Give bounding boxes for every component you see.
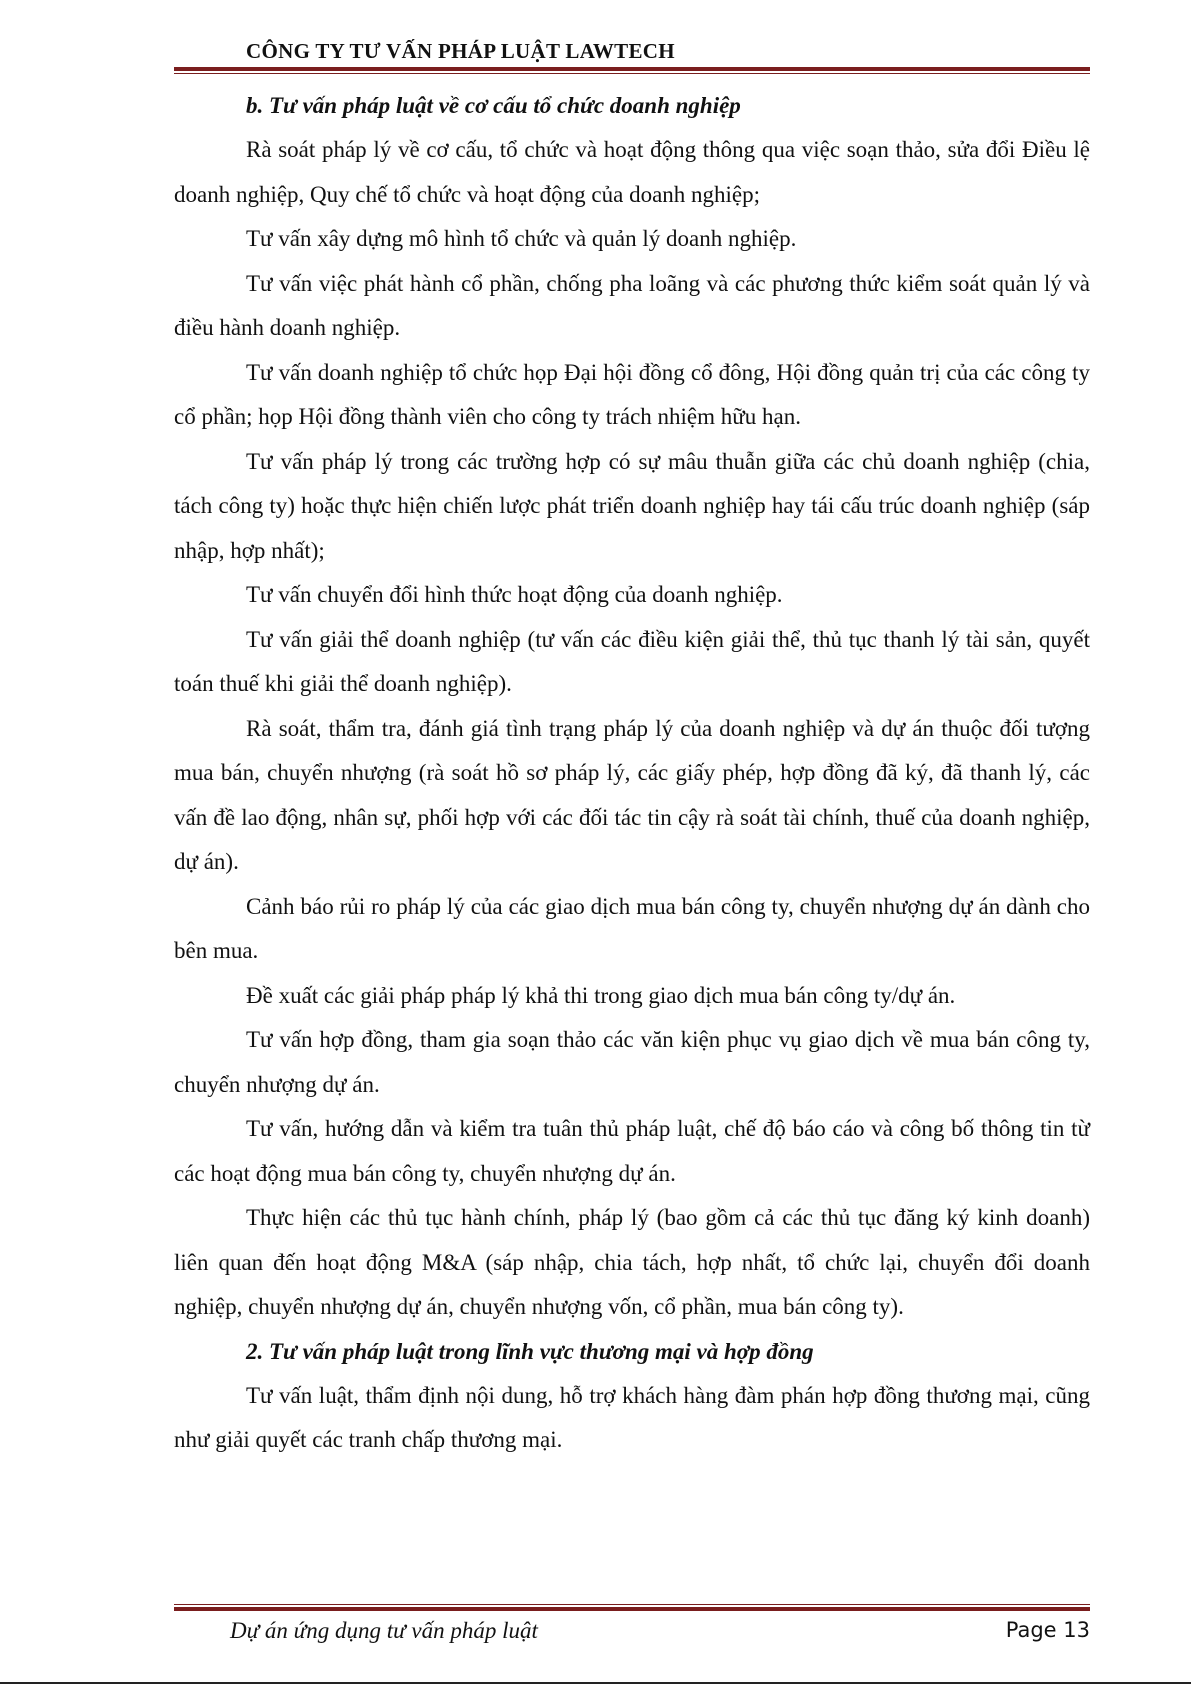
company-name: CÔNG TY TƯ VẤN PHÁP LUẬT LAWTECH — [246, 39, 675, 63]
paragraph: Rà soát pháp lý về cơ cấu, tổ chức và hoạt động thông qua việc soạn thảo, sửa đổi Điều lệ doanh nghiệp, Quy chế tổ chức và hoạt động của doanh nghiệp; — [174, 137, 1090, 207]
paragraph: Tư vấn hợp đồng, tham gia soạn thảo các văn kiện phục vụ giao dịch về mua bán công ty, chuyển nhượng dự án. — [174, 1027, 1090, 1097]
paragraph: Đề xuất các giải pháp pháp lý khả thi trong giao dịch mua bán công ty/dự án. — [246, 982, 956, 1008]
paragraph: Cảnh báo rủi ro pháp lý của các giao dịch mua bán công ty, chuyển nhượng dự án dành cho bên mua. — [174, 893, 1090, 963]
paragraph: Thực hiện các thủ tục hành chính, pháp lý (bao gồm cả các thủ tục đăng ký kinh doanh) liên quan đến hoạt động M&A (sáp nhập, chia tách, hợp nhất, tổ chức lại, chuyển đổi doanh nghiệp, chuyển nhượng dự án, chuyển nhượng vốn, cổ phần, mua bán công ty). — [174, 1205, 1090, 1319]
paragraph: Tư vấn, hướng dẫn và kiểm tra tuân thủ pháp luật, chế độ báo cáo và công bố thông tin từ các hoạt động mua bán công ty, chuyển nhượng dự án. — [174, 1116, 1090, 1186]
page-footer — [174, 1604, 1090, 1651]
paragraph: Tư vấn chuyển đổi hình thức hoạt động của doanh nghiệp. — [246, 582, 783, 607]
page-edge-line — [0, 1682, 1191, 1684]
paragraph: Tư vấn việc phát hành cổ phần, chống pha loãng và các phương thức kiểm soát quản lý và điều hành doanh nghiệp. — [174, 270, 1090, 340]
paragraph: Tư vấn doanh nghiệp tổ chức họp Đại hội đồng cổ đông, Hội đồng quản trị của các công ty cổ phần; họp Hội đồng thành viên cho công ty trách nhiệm hữu hạn. — [174, 359, 1090, 429]
project-title: Dự án ứng dụng tư vấn pháp luật — [230, 1618, 538, 1643]
page-header — [174, 36, 1090, 74]
section-2-heading: 2. Tư vấn pháp luật trong lĩnh vực thương mại và hợp đồng — [246, 1338, 814, 1364]
paragraph: Tư vấn xây dựng mô hình tổ chức và quản lý doanh nghiệp. — [246, 226, 797, 251]
header-rule-thin — [174, 73, 1090, 74]
footer-row — [174, 1611, 1090, 1651]
document-body — [174, 84, 1090, 1463]
paragraph: Rà soát, thẩm tra, đánh giá tình trạng pháp lý của doanh nghiệp và dự án thuộc đối tượng mua bán, chuyển nhượng (rà soát hồ sơ pháp lý, các giấy phép, hợp đồng đã ký, đã thanh lý, các vấn đề lao động, nhân sự, phối hợp với các đối tác tin cậy rà soát tài chính, thuế của doanh nghiệp, dự án). — [174, 715, 1090, 874]
paragraph: Tư vấn giải thể doanh nghiệp (tư vấn các điều kiện giải thể, thủ tục thanh lý tài sản, quyết toán thuế khi giải thể doanh nghiệp). — [174, 626, 1090, 696]
page-number: Page 13 — [1005, 1618, 1090, 1642]
footer-rule-thin — [174, 1604, 1090, 1605]
section-b-heading: b. Tư vấn pháp luật về cơ cấu tổ chức doanh nghiệp — [246, 93, 741, 118]
header-rule-thick — [174, 67, 1090, 71]
paragraph: Tư vấn pháp lý trong các trường hợp có sự mâu thuẫn giữa các chủ doanh nghiệp (chia, tách công ty) hoặc thực hiện chiến lược phát triển doanh nghiệp hay tái cấu trúc doanh nghiệp (sáp nhập, hợp nhất); — [174, 448, 1090, 563]
paragraph: Tư vấn luật, thẩm định nội dung, hỗ trợ khách hàng đàm phán hợp đồng thương mại, cũng như giải quyết các tranh chấp thương mại. — [174, 1382, 1090, 1452]
